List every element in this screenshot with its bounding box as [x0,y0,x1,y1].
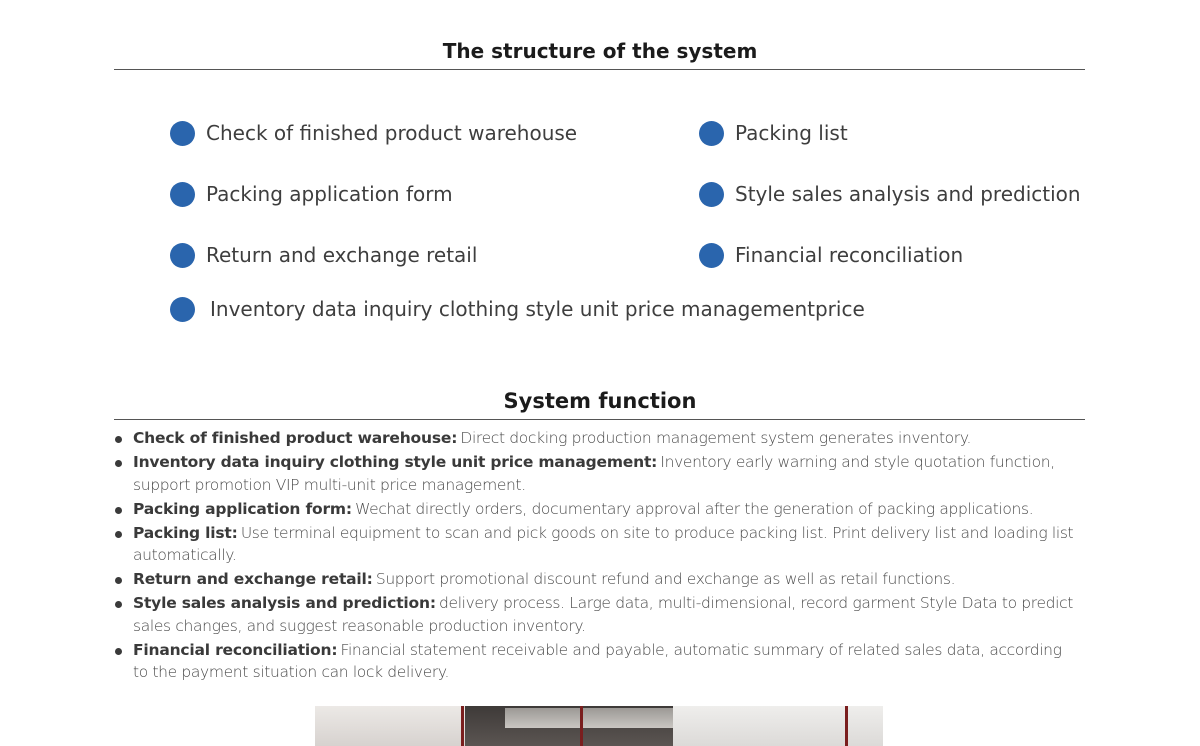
function-description: Direct docking production management system generates inventory. [460,429,972,447]
structure-item-label: Inventory data inquiry clothing style unit price managementprice [210,297,865,321]
function-separator: : [345,499,353,518]
structure-divider [114,69,1085,70]
photo-beam [461,706,464,746]
function-description: Wechat directly orders, documentary approval after the generation of packing applications. [355,499,1034,518]
function-list [114,427,1074,685]
bullet-dot-icon [699,182,724,207]
structure-item [170,294,865,324]
bullet-dot-icon [170,121,195,146]
function-separator: : [429,594,437,612]
structure-item-label: Return and exchange retail [206,243,478,267]
photo-beam [845,706,848,746]
bullet-icon [115,577,122,584]
photo-ceiling-duct [505,708,675,728]
warehouse-photo [315,706,883,746]
list-item [114,639,1074,684]
bullet-icon [115,436,122,443]
structure-item-label: Check of finished product warehouse [206,121,578,145]
bullet-dot-icon [170,182,195,207]
function-name: Inventory data inquiry clothing style unit price management [133,453,652,471]
function-separator: : [651,453,658,471]
function-separator: : [331,640,338,659]
list-item [114,451,1074,496]
function-name: Packing list [133,523,232,542]
structure-item-label: Style sales analysis and prediction [735,182,1081,206]
function-separator: : [231,523,238,542]
list-item [114,427,1074,450]
function-description: Financial statement receivable and payable, automatic summary of related sales data, according to the payment situation can lock delivery. [133,640,1062,681]
structure-item [699,179,1081,209]
bullet-icon [115,601,122,608]
list-item [114,592,1074,637]
function-name: Check of finished product warehouse [133,429,452,447]
structure-item [699,118,848,148]
function-name: Style sales analysis and prediction [133,594,430,612]
function-description: Support promotional discount refund and exchange as well as retail functions. [375,570,956,588]
structure-item [699,240,963,270]
structure-item-label: Packing list [735,121,848,145]
function-name: Financial reconciliation [133,640,332,659]
photo-beam [580,706,583,746]
bullet-icon [115,507,122,514]
function-name: Packing application form [133,499,346,518]
structure-item-label: Financial reconciliation [735,243,964,267]
function-description: Inventory early warning and style quotation function, support promotion VIP multi-unit price management. [133,453,1055,494]
bullet-dot-icon [699,121,724,146]
function-divider [114,419,1085,420]
list-item [114,568,1074,591]
structure-item-label: Packing application form [206,182,453,206]
bullet-dot-icon [699,243,724,268]
bullet-icon [115,460,122,467]
list-item [114,498,1074,521]
function-description: delivery process. Large data, multi-dimensional, record garment Style Data to predict sales changes, and suggest reasonable production inventory. [133,594,1074,635]
function-separator: : [451,429,458,447]
photo-wall-right [673,706,883,746]
list-item [114,522,1074,567]
function-title: System function [503,389,697,413]
bullet-icon [115,531,122,538]
function-separator: : [366,570,373,588]
structure-item [170,240,477,270]
function-name: Return and exchange retail [133,570,367,588]
structure-title: The structure of the system [442,39,758,63]
bullet-icon [115,648,122,655]
structure-item [170,118,577,148]
function-description: Use terminal equipment to scan and pick goods on site to produce packing list. Print delivery list and loading list automatically. [133,523,1074,564]
bullet-dot-icon [170,297,195,322]
structure-item [170,179,453,209]
bullet-dot-icon [170,243,195,268]
photo-wall-left [315,706,465,746]
